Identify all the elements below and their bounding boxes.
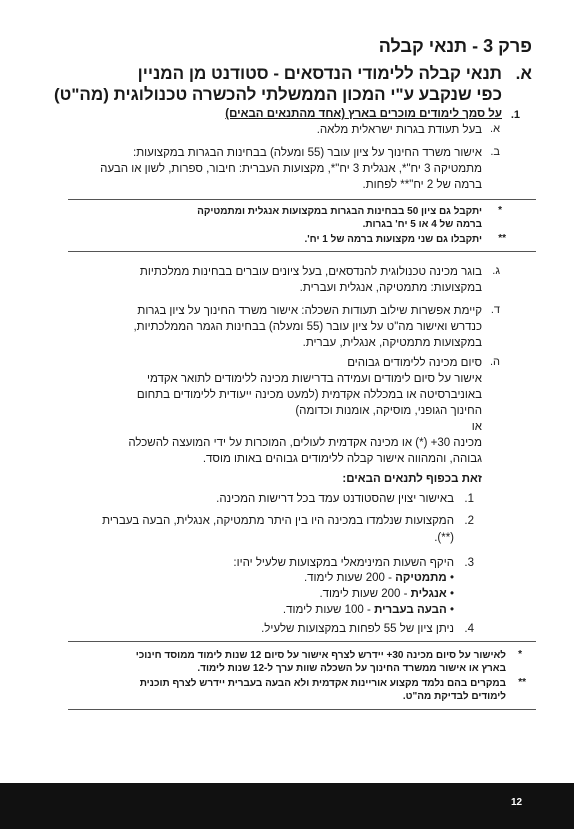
- item-letter-a: א.: [490, 123, 500, 135]
- item-d-line-1: קיימת אפשרות שילוב תעודות השכלה: אישור משרד החינוך על ציון בגרות: [137, 305, 482, 317]
- condition-text: באישור יצוין שהסטודנט עמד בכל דרישות המכינה.: [216, 493, 454, 505]
- note-line: לימודים לבדיקת מה"ט.: [402, 691, 506, 702]
- item-letter-b: ב.: [490, 146, 500, 158]
- note-mark: *: [518, 649, 522, 660]
- subsection-number: 1.: [510, 109, 520, 121]
- bullet-icon: •: [449, 588, 454, 600]
- item-d-line-3: במקצועות מתמטיקה, אנגלית, עברית.: [302, 337, 482, 349]
- page-footer: [0, 783, 574, 829]
- bullet-icon: •: [449, 572, 454, 584]
- item-c-line-2: במקצועות: מתמטיקה, אנגלית ועברית.: [299, 282, 482, 294]
- item-b-line-3: ברמה של 2 יח"** לפחות.: [362, 179, 482, 191]
- item-b-line-1: אישור משרד החינוך על ציון עובר (55 ומעלה) בבחינות הבגרות במקצועות:: [133, 147, 482, 159]
- item-letter-e: ה.: [489, 356, 500, 368]
- item-letter-c: ג.: [492, 265, 500, 277]
- section-letter: א.: [515, 64, 532, 83]
- condition-number: 3.: [464, 557, 474, 569]
- hours-subject: אנגלית: [410, 588, 447, 600]
- item-e-line: החינוך הגופני, מוסיקה, אומנות וכדומה): [295, 405, 482, 417]
- note-mark: **: [518, 677, 526, 688]
- condition-text: ניתן ציון של 55 לפחות במקצועות שלעיל.: [261, 623, 454, 635]
- hours-subject: הבעה בעברית: [374, 604, 447, 616]
- divider: [68, 709, 536, 710]
- note-line: לאישור על סיום מכינה 30+ יידרש לצרף אישור על סיום 12 שנות לימוד ממוסד חינוכי: [135, 650, 506, 661]
- subsection-title: על סמך לימודים מוכרים בארץ (אחד מהתנאים הבאים): [225, 108, 502, 120]
- note-line: במקרים בהם נלמד מקצוע אוריינות אקדמית ולא הבעה בעברית יידרש לצרף תוכנית: [139, 678, 506, 689]
- hours-bullet-row: [283, 602, 454, 618]
- item-e-line: סיום מכינה ללימודים גבוהים: [347, 357, 482, 369]
- condition-number: 4.: [464, 623, 474, 635]
- bullet-icon: •: [449, 604, 454, 616]
- item-b-line-2: מתמטיקה 3 יח"*, אנגלית 3 יח"*, מקצועות העברית: חיבור, ספרות, לשון או הבעה: [100, 163, 482, 175]
- item-e-line: או: [471, 421, 482, 433]
- conditions-heading: זאת בכפוף לתנאים הבאים:: [342, 473, 482, 485]
- item-e-line: באוניברסיטה או במכללה אקדמית (למעט מכינה ייעודית ללימודים בתחום: [136, 389, 482, 401]
- section-title-line-2: כפי שנקבע ע"י המכון הממשלתי להכשרה טכנולוגית (מה"ט): [54, 85, 502, 104]
- chapter-title: פרק 3 - תנאי קבלה: [378, 36, 532, 56]
- note-mark: *: [498, 205, 502, 216]
- note-line: יתקבלו גם שני מקצועות ברמה של 1 יח'.: [304, 234, 482, 245]
- hours-bullet-row: [304, 570, 454, 586]
- condition-text: היקף השעות המינימאלי במקצועות שלעיל יהיו:: [233, 557, 454, 569]
- note-mark: **: [498, 233, 506, 244]
- condition-number: 1.: [464, 493, 474, 505]
- divider: [68, 199, 536, 200]
- hours-value: - 200 שעות לימוד.: [303, 572, 396, 584]
- item-d-line-2: כנדרש ואישור מה"ט על ציון עובר (55 ומעלה) בבחינות הגמר הממלכתיות,: [133, 321, 482, 333]
- item-a-text: בעל תעודת בגרות ישראלית מלאה.: [316, 124, 482, 136]
- note-line: יתקבל גם ציון 50 בבחינות הבגרות במקצועות אנגלית ומתמטיקה: [197, 206, 482, 217]
- condition-text: (**).: [434, 532, 454, 544]
- divider: [68, 251, 536, 252]
- hours-bullet-row: [319, 586, 454, 602]
- item-letter-d: ד.: [490, 304, 500, 316]
- item-e-line: מכינה 30+ (*) או מכינה אקדמית לעולים, המוכרות על ידי המועצה להשכלה: [128, 437, 482, 449]
- note-line: בארץ או אישור ממשרד החינוך על השכלה שוות ערך ל-12 שנות לימוד.: [197, 663, 506, 674]
- condition-text: המקצועות שנלמדו במכינה היו בין היתר מתמטיקה, אנגלית, הבעה בעברית: [102, 515, 454, 527]
- item-c-line-1: בוגר מכינה טכנולוגית להנדסאים, בעל ציונים עוברים בבחינות ממלכתיות: [139, 266, 482, 278]
- page-number: 12: [511, 797, 523, 808]
- hours-value: - 200 שעות לימוד.: [319, 588, 411, 600]
- item-e-line: גבוהה, והמהווה אישור קבלה ללימודים גבוהים באותו מוסד.: [202, 453, 482, 465]
- item-e-line: אישור על סיום לימודים ועמידה בדרישות מכינה ללימודים לתואר אקדמי: [146, 373, 482, 385]
- note-line: ברמה של 4 או 5 יח' בגרות.: [362, 219, 482, 230]
- section-title-line-1: תנאי קבלה ללימודי הנדסאים - סטודנט מן המניין: [137, 64, 502, 83]
- hours-value: - 100 שעות לימוד.: [282, 604, 375, 616]
- divider: [68, 641, 536, 642]
- hours-subject: מתמטיקה: [395, 572, 447, 584]
- condition-number: 2.: [464, 515, 474, 527]
